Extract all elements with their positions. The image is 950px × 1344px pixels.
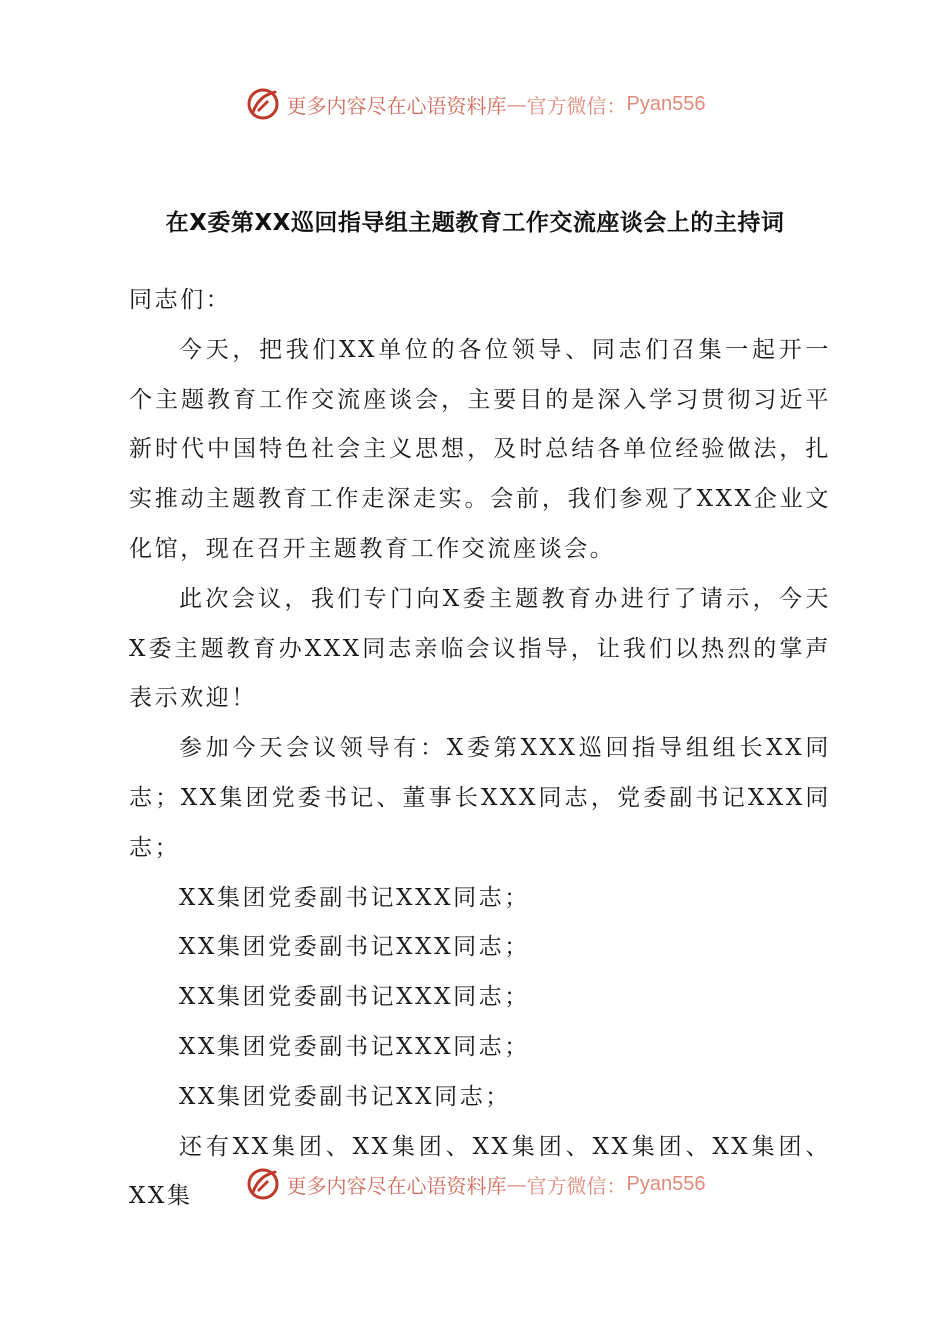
banner-main-text: 更多内容尽在心语资料库	[286, 1173, 507, 1198]
paragraph-opening: 今天，把我们XX单位的各位领导、同志们召集一起开一个主题教育工作交流座谈会，主要目的是深入学习贯彻习近平新时代中国特色社会主义思想，及时总结各单位经验做法，扎实推动主题教育工作走深走实。会前，我们参观了XXX企业文化馆，现在召开主题教育工作交流座谈会。	[129, 336, 831, 562]
document-body	[129, 276, 831, 1222]
pen-swirl-logo-icon	[245, 86, 281, 122]
paragraph-leaders: 参加今天会议领导有：X委第XXX巡回指导组组长XX同志；XX集团党委书记、董事长XXX同志，党委副书记XXX同志；	[129, 735, 831, 861]
header-banner	[0, 82, 950, 126]
leader-line: XX集团党委副书记XXX同志；	[179, 1033, 530, 1060]
paragraph-welcome: 此次会议，我们专门向X委主题教育办进行了请示，今天X委主题教育办XXX同志亲临会议指导，让我们以热烈的掌声表示欢迎！	[129, 585, 831, 712]
pen-swirl-logo-icon	[245, 1166, 281, 1202]
footer-banner	[0, 1162, 950, 1206]
banner-main-text: 更多内容尽在心语资料库	[286, 93, 507, 118]
leader-line: XX集团党委副书记XXX同志；	[179, 984, 530, 1011]
banner-separator: —	[506, 1172, 527, 1196]
paragraph-attendees: 还有XX集团、XX集团、XX集团、XX集团、XX集团、XX集	[129, 1133, 831, 1210]
banner-sub-text: 官方微信：	[526, 93, 627, 118]
banner-wechat-id: Pyan556	[626, 92, 706, 115]
leader-line: XX集团党委副书记XXX同志；	[179, 934, 530, 961]
leader-line: XX集团党委副书记XXX同志；	[179, 884, 530, 911]
banner-wechat-id: Pyan556	[626, 1172, 706, 1195]
banner-separator: —	[506, 92, 527, 116]
leader-line: XX集团党委副书记XX同志；	[179, 1083, 511, 1110]
document-title: 在X委第XX巡回指导组主题教育工作交流座谈会上的主持词	[165, 210, 785, 236]
salutation: 同志们：	[129, 287, 232, 313]
banner-sub-text: 官方微信：	[526, 1173, 627, 1198]
